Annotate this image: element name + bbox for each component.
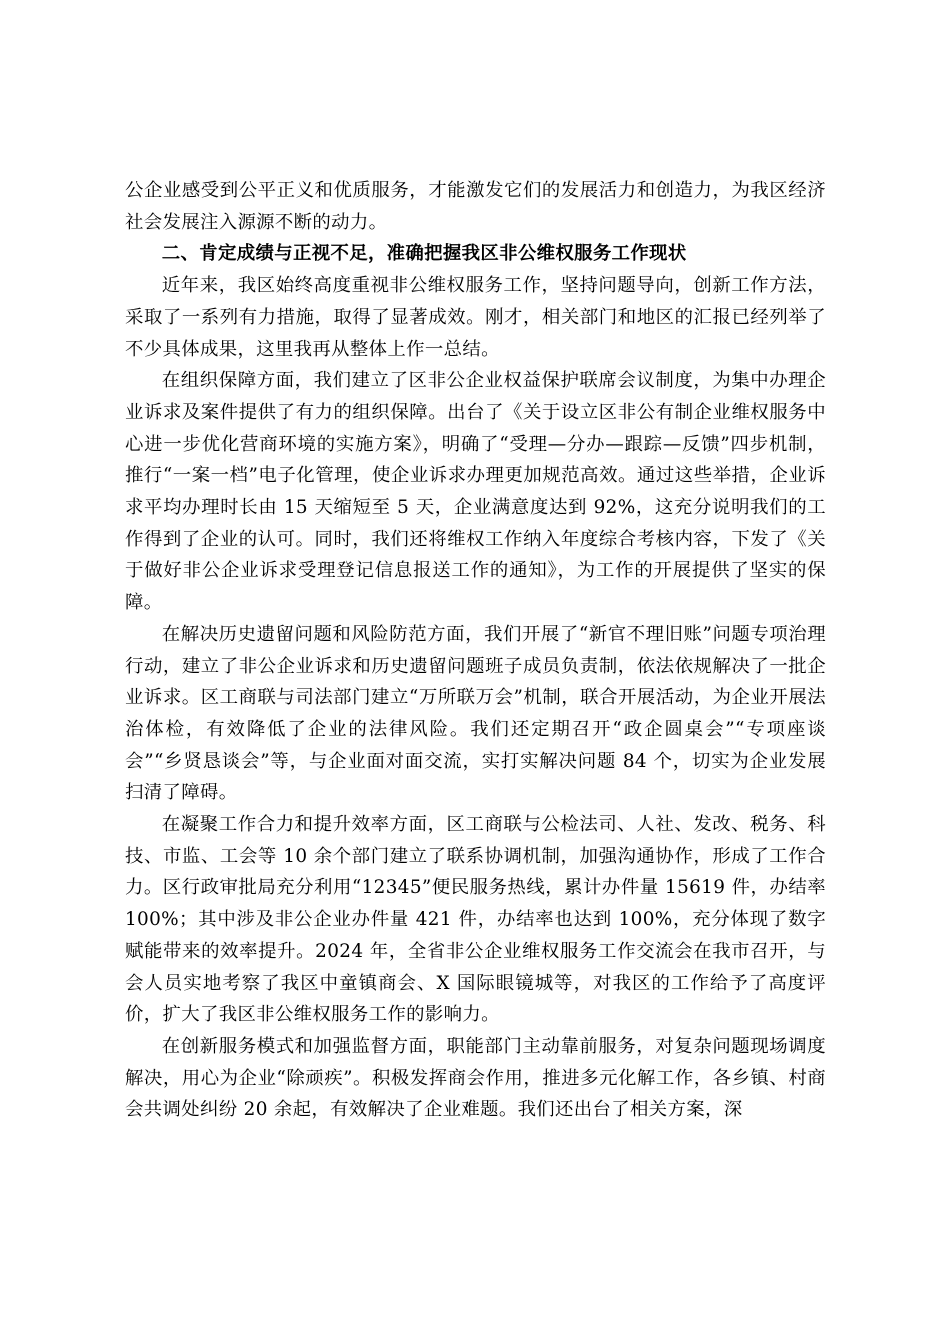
paragraph-innovation: 在创新服务模式和加强监督方面，职能部门主动靠前服务，对复杂问题现场调度解决，用心为企业“除顽疾”。积极发挥商会作用，推进多元化解工作，各乡镇、村商会共调处纠纷 20 余起，有效解决了企业难题。我们还出台了相关方案，深 [125,1035,826,1121]
paragraph-coordination: 在凝聚工作合力和提升效率方面，区工商联与公检法司、人社、发改、税务、科技、市监、工会等 10 余个部门建立了联系协调机制，加强沟通协作，形成了工作合力。区行政审批局充分利用“12345”便民服务热线，累计办件量 15619 件，办结率 100%；其中涉及非公企业办件量 421 件，办结率也达到 100%，充分体现了数字赋能带来的效率提升。2024 年，全省非公企业维权服务工作交流会在我市召开，与会人员实地考察了我区中童镇商会、X 国际眼镜城等，对我区的工作给予了高度评价，扩大了我区非公维权服务工作的影响力。 [125,814,826,1026]
paragraph-continuation: 公企业感受到公平正义和优质服务，才能激发它们的发展活力和创造力，为我区经济社会发展注入源源不断的动力。 [125,180,826,233]
paragraph-organization: 在组织保障方面，我们建立了区非公企业权益保护联席会议制度，为集中办理企业诉求及案件提供了有力的组织保障。出台了《关于设立区非公有制企业维权服务中心进一步优化营商环境的实施方案》，明确了“受理—分办—跟踪—反馈”四步机制，推行“一案一档”电子化管理，使企业诉求办理更加规范高效。通过这些举措，企业诉求平均办理时长由 15 天缩短至 5 天，企业满意度达到 92%，这充分说明我们的工作得到了企业的认可。同时，我们还将维权工作纳入年度综合考核内容，下发了《关于做好非公企业诉求受理登记信息报送工作的通知》，为工作的开展提供了坚实的保障。 [125,370,826,614]
paragraph-legacy-issues: 在解决历史遗留问题和风险防范方面，我们开展了“新官不理旧账”问题专项治理行动，建立了非公企业诉求和历史遗留问题班子成员负责制，依法依规解决了一批企业诉求。区工商联与司法部门建立“万所联万会”机制，联合开展活动，为企业开展法治体检，有效降低了企业的法律风险。我们还定期召开“政企圆桌会”“专项座谈会”“乡贤恳谈会”等，与企业面对面交流，实打实解决问题 84 个，切实为企业发展扫清了障碍。 [125,623,826,804]
section-heading: 二、肯定成绩与正视不足，准确把握我区非公维权服务工作现状 [161,243,687,265]
paragraph-overview: 近年来，我区始终高度重视非公维权服务工作，坚持问题导向，创新工作方法，采取了一系列有力措施，取得了显著成效。刚才，相关部门和地区的汇报已经列举了不少具体成果，这里我再从整体上作一总结。 [125,275,826,360]
document-body [125,175,826,1126]
